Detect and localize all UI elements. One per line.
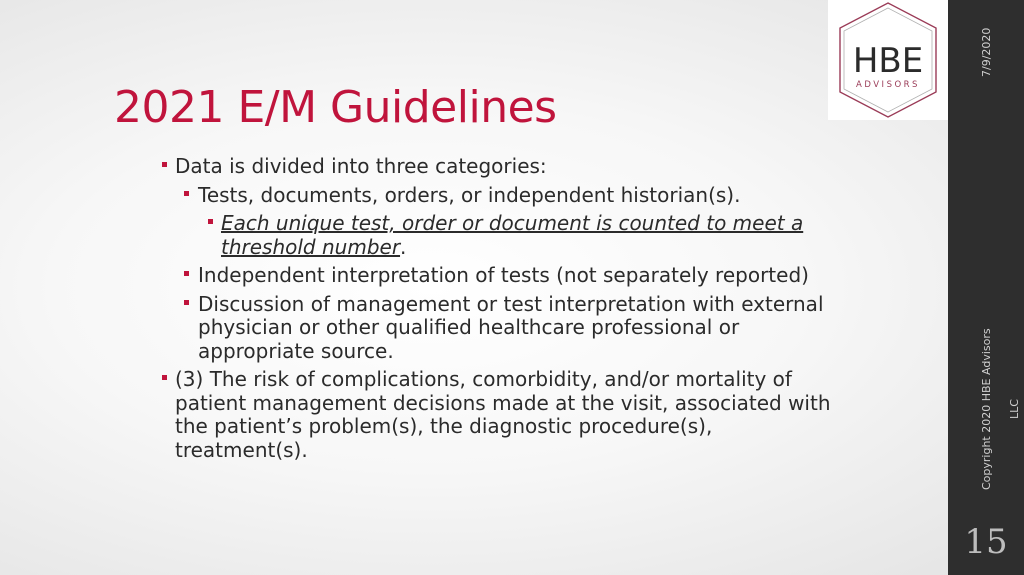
logo-tagline-text: ADVISORS — [856, 80, 920, 90]
logo-name-text: HBE — [852, 41, 924, 81]
slide-title: 2021 E/M Guidelines — [114, 82, 557, 133]
hbe-advisors-logo — [828, 0, 948, 120]
bullet-discussion: Discussion of management or test interpretation with external physician or other qualified healthcare professional or appropriate source. — [184, 293, 840, 364]
hexagon-logo-icon — [828, 0, 948, 120]
bullet-risk: (3) The risk of complications, comorbidity, and/or mortality of patient management decisions made at the visit, associated with the patient’s problem(s), the diagnostic procedure(s), treatment(s). — [160, 368, 840, 462]
slide-date: 7/9/2020 — [980, 27, 993, 77]
bullet-independent-interpretation: Independent interpretation of tests (not separately reported) — [184, 264, 840, 288]
slide-number: 15 — [964, 522, 1008, 562]
bullet-data-categories: Data is divided into three categories: — [160, 155, 840, 179]
slide-content — [160, 155, 840, 467]
bullet-tests-documents: Tests, documents, orders, or independent historian(s). — [184, 184, 840, 208]
emphasized-text: Each unique test, order or document is counted to meet a threshold number — [221, 211, 804, 259]
period: . — [400, 234, 407, 259]
copyright-notice: Copyright 2020 HBE Advisors LLC — [980, 328, 1021, 490]
bullet-unique-test — [208, 212, 840, 259]
